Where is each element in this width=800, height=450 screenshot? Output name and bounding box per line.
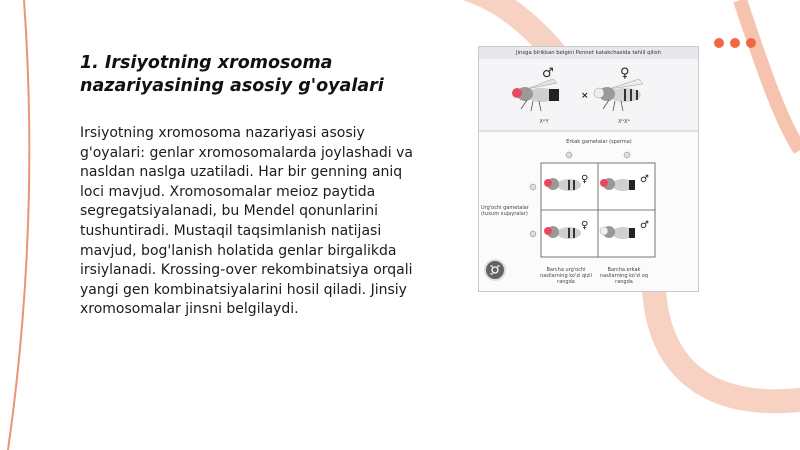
grid-symbol-male: ♂ [640,220,649,231]
female-genotype: XʷXʷ [617,119,630,125]
grid-symbol-male: ♂ [640,174,649,185]
result-left-label: Barcha urg'ochi nasllarning ko'zi qizil rangda [540,267,592,285]
dot [730,38,740,48]
punnett-figure [478,46,699,292]
male-genotype: XʷY [539,119,549,125]
cross-symbol: × [581,91,589,101]
dot [746,38,756,48]
grid-symbol-female: ♀ [581,220,589,231]
female-symbol: ♀ [620,66,630,81]
figure-drawing [479,59,699,291]
slide-title: 1. Irsiyotning xromosoma nazariyasining asosiy g'oyalari [80,53,384,96]
three-dots-icon[interactable] [714,38,756,48]
slide-body-text: Irsiyotning xromosoma nazariyasi asosiy g'oyalari: genlar xromosomalarda joylashadi va nasldan naslga uzatiladi. Har bir genning aniq loci mavjud. Xromosomalar meioz paytida segregatsiyalanadi, bu Mendel qonunlarini tushuntiradi. Mustaqil taqsimlanish natijasi mavjud, bog'lanish holatida genlar birgalikda irsiylanadi. Krossing-over rekombinatsiya orqali yangi gen kombinatsiyalarini hosil qiladi. Jinsiy xromosomalar jinsni belgilaydi. [80,125,414,318]
dot [714,38,724,48]
female-gametes-label: Urg'ochi gametalar (tuxum xujayralar) [481,205,529,217]
figure-header: Jinsga birikkan belgini Pennet katakchasida tahlil qilish [479,47,698,60]
camera-glyph [489,264,501,276]
male-symbol: ♂ [542,66,554,81]
result-right-label: Barcha erkak nasllarning ko'zi oq rangda [599,267,649,285]
lens-camera-icon[interactable] [484,259,506,281]
grid-symbol-female: ♀ [581,174,589,185]
male-gametes-label: Erkak gametalar (sperma) [566,139,632,145]
